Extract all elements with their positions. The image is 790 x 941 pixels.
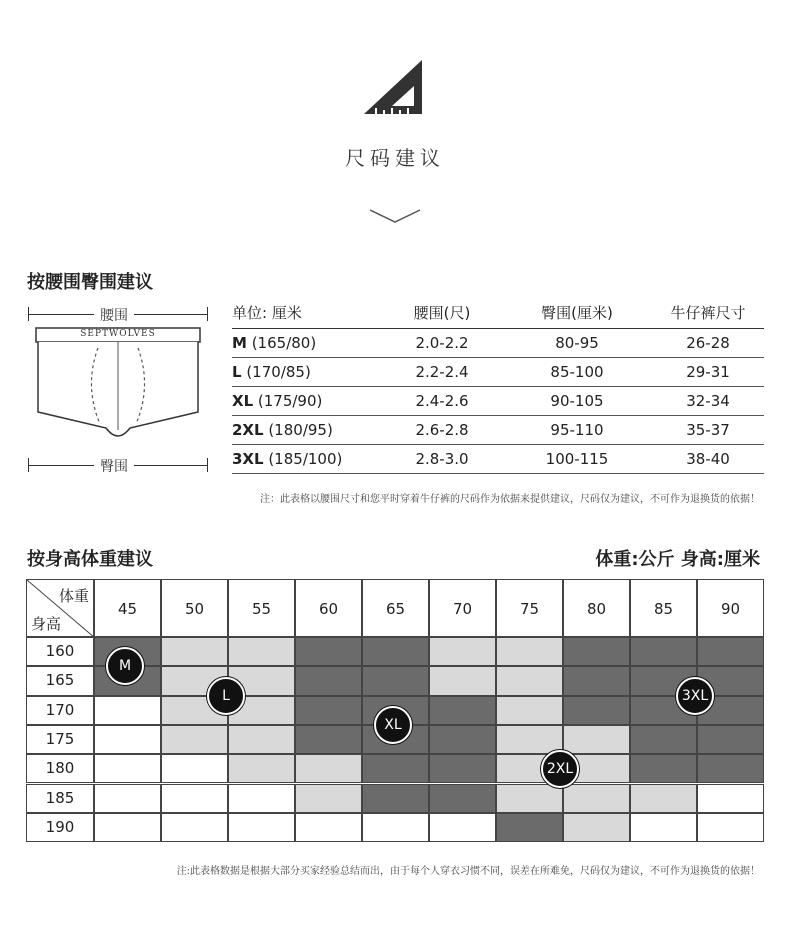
section-height-weight-title: 按身高体重建议 [27, 549, 153, 570]
size-cell [362, 813, 429, 842]
size-cell [496, 784, 563, 813]
waist-cell: 2.2-2.4 [382, 357, 502, 386]
waist-table-note: 注：此表格以腰围尺寸和您平时穿着牛仔裤的尺码作为依据来提供建议，尺码仅为建议，不可作为退换货的依据！ [260, 494, 760, 505]
size-cell [630, 784, 697, 813]
size-cell [429, 637, 496, 666]
size-cell [496, 813, 563, 842]
size-code: XL [232, 391, 254, 410]
size-spec: (185/100) [263, 449, 343, 468]
size-cell [630, 725, 697, 754]
size-badge: L [207, 677, 245, 715]
weight-header-label: 85 [653, 600, 674, 618]
column-header: 臀围(厘米) [502, 298, 652, 328]
size-cell [429, 725, 496, 754]
size-code: 2XL [232, 420, 264, 439]
waist-cell: 2.8-3.0 [382, 444, 502, 473]
size-cell [496, 725, 563, 754]
units-label: 体重:公斤 身高:厘米 [595, 549, 760, 570]
weight-header-label: 80 [586, 600, 607, 618]
size-cell [228, 725, 295, 754]
size-cell [563, 725, 630, 754]
height-row-label: 175 [45, 729, 75, 748]
table-row [232, 328, 764, 357]
size-cell [94, 813, 161, 842]
height-row-label: 170 [45, 700, 75, 719]
size-cell [228, 813, 295, 842]
size-cell [630, 754, 697, 783]
size-cell [94, 754, 161, 783]
size-cell [295, 696, 362, 725]
size-cell [228, 754, 295, 783]
weight-header-label: 70 [452, 600, 473, 618]
chevron-down-icon [368, 206, 422, 226]
weight-header-label: 55 [251, 600, 272, 618]
size-cell [563, 637, 630, 666]
section-waist-hip-title: 按腰围臀围建议 [27, 272, 153, 293]
weight-header-label: 50 [184, 600, 205, 618]
height-row-label: 190 [45, 817, 75, 836]
table-row [232, 386, 764, 415]
size-cell [563, 813, 630, 842]
weight-header-label: 45 [117, 600, 138, 618]
table-row [232, 357, 764, 386]
size-cell [563, 666, 630, 695]
size-cell [295, 813, 362, 842]
size-cell [295, 784, 362, 813]
size-cell [362, 754, 429, 783]
corner-weight-label: 体重 [58, 587, 89, 605]
weight-header-label: 90 [720, 600, 741, 618]
size-spec: (170/85) [241, 362, 311, 381]
size-cell [697, 784, 764, 813]
size-badge: 2XL [541, 750, 579, 788]
size-cell [563, 784, 630, 813]
table-row [232, 415, 764, 444]
waist-cell: 2.0-2.2 [382, 328, 502, 357]
size-cell [630, 637, 697, 666]
size-badge: 3XL [676, 677, 714, 715]
size-cell [161, 813, 228, 842]
size-cell [697, 754, 764, 783]
size-cell [295, 666, 362, 695]
size-cell [295, 754, 362, 783]
column-header: 牛仔裤尺寸 [652, 298, 764, 328]
size-cell [429, 666, 496, 695]
size-cell [161, 784, 228, 813]
size-cell [94, 696, 161, 725]
hip-cell: 90-105 [502, 386, 652, 415]
height-row-label: 185 [45, 788, 75, 807]
size-spec: (175/90) [253, 391, 323, 410]
ruler-triangle-icon [362, 58, 424, 116]
height-row-label: 180 [45, 759, 75, 778]
size-badge: M [106, 647, 144, 685]
table-header-row [232, 298, 764, 328]
size-cell [429, 784, 496, 813]
weight-header-label: 60 [318, 600, 339, 618]
jeans-cell: 29-31 [652, 357, 764, 386]
size-cell [161, 754, 228, 783]
waist-cell: 2.4-2.6 [382, 386, 502, 415]
brand-band-text: SEPTWOLVES [80, 329, 156, 339]
height-weight-grid [26, 579, 763, 842]
size-cell [228, 784, 295, 813]
height-row-label: 165 [45, 671, 75, 690]
corner-height-label: 身高 [30, 615, 61, 633]
hip-cell: 85-100 [502, 357, 652, 386]
waist-cell: 2.6-2.8 [382, 415, 502, 444]
jeans-cell: 26-28 [652, 328, 764, 357]
size-cell [496, 696, 563, 725]
hip-cell: 80-95 [502, 328, 652, 357]
size-cell [429, 813, 496, 842]
size-cell [161, 725, 228, 754]
jeans-cell: 35-37 [652, 415, 764, 444]
size-cell [697, 637, 764, 666]
size-cell [630, 813, 697, 842]
underwear-illustration [34, 326, 202, 448]
grid-note: 注:此表格数据是根据大部分买家经验总结而出，由于每个人穿衣习惯不同，误差在所难免，尺码仅为建议，不可作为退换货的依据！ [176, 866, 760, 877]
size-cell [563, 696, 630, 725]
size-cell [94, 725, 161, 754]
size-cell [429, 754, 496, 783]
hip-cell: 95-110 [502, 415, 652, 444]
size-cell [697, 725, 764, 754]
size-cell [362, 666, 429, 695]
weight-header-label: 65 [385, 600, 406, 618]
height-row-label: 160 [45, 642, 75, 660]
waist-label: 腰围 [94, 305, 134, 325]
size-code: L [232, 362, 242, 381]
size-cell [295, 725, 362, 754]
size-cell [94, 784, 161, 813]
size-cell [161, 637, 228, 666]
column-header: 腰围(尺) [382, 298, 502, 328]
size-cell [496, 666, 563, 695]
size-code: 3XL [232, 449, 264, 468]
jeans-cell: 32-34 [652, 386, 764, 415]
hip-label: 臀围 [94, 456, 134, 476]
size-badge: XL [374, 706, 412, 744]
size-cell [496, 637, 563, 666]
weight-header-label: 75 [519, 600, 540, 618]
size-cell [697, 813, 764, 842]
size-code: M [232, 333, 247, 352]
size-cell [228, 637, 295, 666]
table-row [232, 444, 764, 473]
size-cell [429, 696, 496, 725]
column-header: 单位: 厘米 [232, 298, 382, 328]
size-spec: (180/95) [263, 420, 333, 439]
size-cell [362, 637, 429, 666]
waist-hip-size-table [232, 298, 764, 474]
size-cell [295, 637, 362, 666]
size-cell [362, 784, 429, 813]
jeans-cell: 38-40 [652, 444, 764, 473]
size-spec: (165/80) [246, 333, 317, 352]
hip-cell: 100-115 [502, 444, 652, 473]
page-title: 尺码建议 [345, 146, 445, 170]
